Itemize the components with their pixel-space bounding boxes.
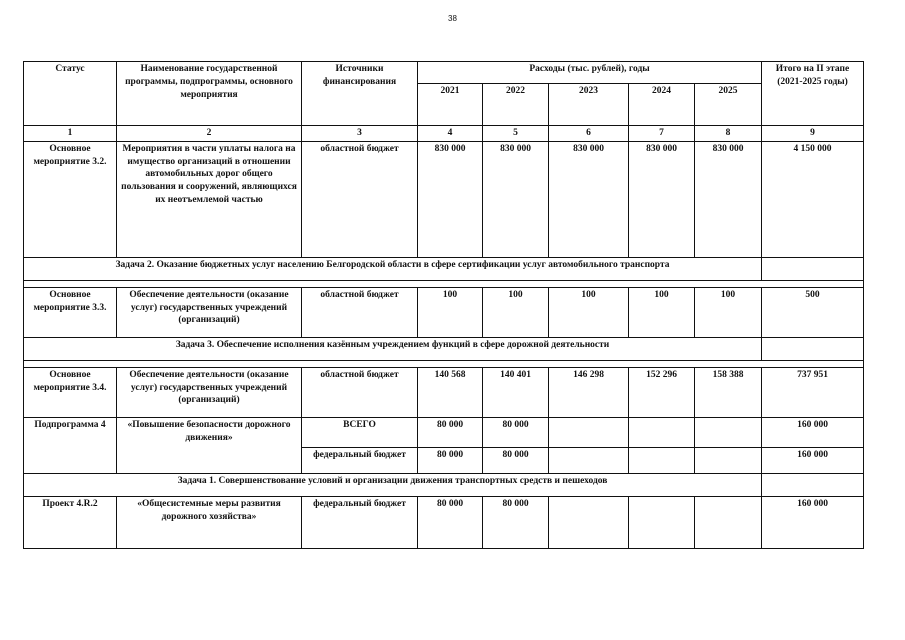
- row-name: «Повышение безопасности дорожного движения»: [117, 417, 302, 473]
- table-row: [24, 141, 864, 257]
- column-number: 5: [483, 126, 549, 142]
- row-value: [549, 496, 629, 548]
- row-total: 160 000: [762, 447, 864, 473]
- column-number: 6: [549, 126, 629, 142]
- task-title: Задача 3. Обеспечение исполнения казённым учреждением функций в сфере дорожной деятельности: [24, 337, 762, 360]
- row-source: ВСЕГО: [302, 417, 418, 447]
- column-number: 3: [302, 126, 418, 142]
- column-number: 9: [762, 126, 864, 142]
- row-status: Проект 4.R.2: [24, 496, 117, 548]
- task-empty-cell: [762, 337, 864, 360]
- row-value: [549, 447, 629, 473]
- row-value: 830 000: [418, 141, 483, 257]
- row-total: 500: [762, 287, 864, 337]
- row-value: 140 568: [418, 367, 483, 417]
- row-total: 160 000: [762, 496, 864, 548]
- row-value: [629, 417, 695, 447]
- header-year: 2022: [483, 84, 549, 126]
- row-value: 830 000: [695, 141, 762, 257]
- task-empty-cell: [762, 257, 864, 280]
- row-value: 100: [695, 287, 762, 337]
- row-value: 100: [483, 287, 549, 337]
- header-year: 2025: [695, 84, 762, 126]
- column-number-row: [24, 126, 864, 142]
- row-value: 830 000: [629, 141, 695, 257]
- task-title: Задача 2. Оказание бюджетных услуг населению Белгородской области в сфере сертификации услуг автомобильного транспорта: [24, 257, 762, 280]
- row-value: 80 000: [418, 496, 483, 548]
- row-value: 100: [629, 287, 695, 337]
- row-source: областной бюджет: [302, 141, 418, 257]
- task-row: [24, 257, 864, 280]
- row-status: Подпрограмма 4: [24, 417, 117, 473]
- header-expenses: Расходы (тыс. рублей), годы: [418, 62, 762, 84]
- row-value: [695, 496, 762, 548]
- spacer: [24, 360, 864, 367]
- row-value: [629, 447, 695, 473]
- column-number: 4: [418, 126, 483, 142]
- page-number: 38: [448, 14, 457, 23]
- row-value: 830 000: [483, 141, 549, 257]
- spacer: [24, 280, 864, 287]
- header-year: 2024: [629, 84, 695, 126]
- row-name: Обеспечение деятельности (оказание услуг) государственных учреждений (организаций): [117, 367, 302, 417]
- row-status: Основное мероприятие 3.4.: [24, 367, 117, 417]
- task-row: [24, 473, 864, 496]
- header-year: 2021: [418, 84, 483, 126]
- row-value: 140 401: [483, 367, 549, 417]
- row-value: 100: [418, 287, 483, 337]
- row-status: Основное мероприятие 3.3.: [24, 287, 117, 337]
- row-value: 152 296: [629, 367, 695, 417]
- row-value: 830 000: [549, 141, 629, 257]
- task-empty-cell: [762, 473, 864, 496]
- row-name: «Общесистемные меры развития дорожного хозяйства»: [117, 496, 302, 548]
- row-value: 80 000: [418, 417, 483, 447]
- column-number: 7: [629, 126, 695, 142]
- row-source: областной бюджет: [302, 287, 418, 337]
- row-source: федеральный бюджет: [302, 447, 418, 473]
- row-value: 100: [549, 287, 629, 337]
- task-row: [24, 337, 864, 360]
- column-number: 8: [695, 126, 762, 142]
- header-name: Наименование государственной программы, подпрограммы, основного мероприятия: [117, 62, 302, 126]
- row-value: 146 298: [549, 367, 629, 417]
- header-sources: Источники финансирования: [302, 62, 418, 126]
- row-value: [695, 417, 762, 447]
- row-total: 4 150 000: [762, 141, 864, 257]
- budget-table: [23, 61, 864, 549]
- row-value: [629, 496, 695, 548]
- row-source: федеральный бюджет: [302, 496, 418, 548]
- table-row: [24, 417, 864, 447]
- column-number: 1: [24, 126, 117, 142]
- row-value: 80 000: [483, 496, 549, 548]
- column-number: 2: [117, 126, 302, 142]
- row-status: Основное мероприятие 3.2.: [24, 141, 117, 257]
- row-value: [549, 417, 629, 447]
- row-value: 80 000: [483, 417, 549, 447]
- row-value: [695, 447, 762, 473]
- header-total: Итого на II этапе (2021-2025 годы): [762, 62, 864, 126]
- header-status: Статус: [24, 62, 117, 126]
- row-value: 80 000: [418, 447, 483, 473]
- task-title: Задача 1. Совершенствование условий и организации движения транспортных средств и пешеходов: [24, 473, 762, 496]
- row-total: 160 000: [762, 417, 864, 447]
- table-row: [24, 287, 864, 337]
- table-row: [24, 367, 864, 417]
- row-value: 158 388: [695, 367, 762, 417]
- row-name: Мероприятия в части уплаты налога на имущество организаций в отношении автомобильных дорог общего пользования и сооружений, являющихся их неотъемлемой частью: [117, 141, 302, 257]
- header-year: 2023: [549, 84, 629, 126]
- row-source: областной бюджет: [302, 367, 418, 417]
- row-total: 737 951: [762, 367, 864, 417]
- row-name: Обеспечение деятельности (оказание услуг) государственных учреждений (организаций): [117, 287, 302, 337]
- table-row: [24, 496, 864, 548]
- row-value: 80 000: [483, 447, 549, 473]
